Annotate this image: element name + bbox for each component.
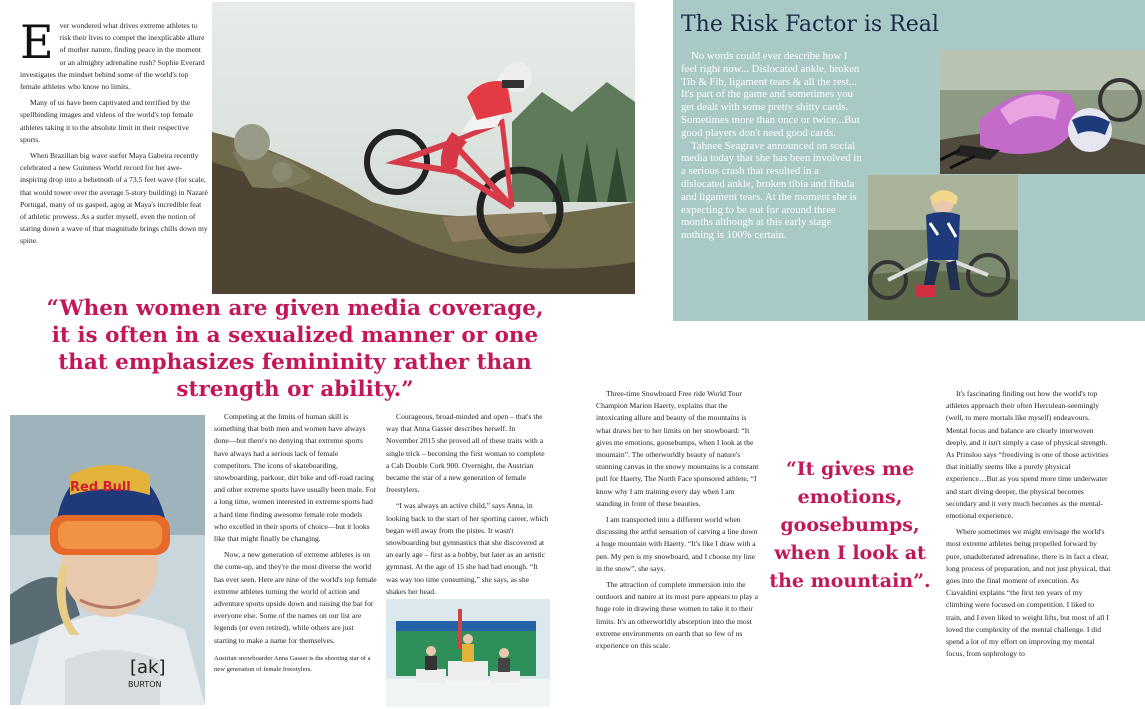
sidebar-quote: No words could ever describe how I feel right now... Dislocated ankle, broken Tib & Fib, ligament tears & all the rest... It's part of the game and sometimes you get dealt with some pretty shitty cards. Sometimes more than once or twice...But good players don't need good cards.	[681, 50, 860, 139]
article-column-a	[214, 411, 377, 675]
body-paragraph: Three-time Snowboard Free ride World Tour Champion Marion Haerty, explains that the intoxicating allure and beauty of the mountains is what draws her to her limits on her snowboard: “It gives me emotions, goosebumps, when I look at the mountain”. The otherworldly beauty of nature's stunning canvas in the snowy mountains is a constant pull for Haerty, The North Face sponsored athlete, “I know why I am training every day when I am standing in front of these beauties.	[596, 389, 759, 508]
body-paragraph: Now, a new generation of extreme athletes is on the come-up, and they're the most diverse the world has ever seen. Here are nine of the world's top female extreme athletes turning the world of action and adventure sports upside down and raising the bar for everyone else. Some of the names on our list are legends (or even retired), while others are just starting to make a name for themselves.	[214, 550, 377, 645]
body-paragraph: It's fascinating finding out how the world's top athletes approach their often Herculean-seemingly (well, to mere mortals like myself) endeavours. Mental focus and balance are clearly interwoven deeply, and it isn't simply a case of physical strength. As Prinsloo says “freediving is one of those activities that initially seems like a purely physical experience…But as you spend more time underwater and start diving deeper, the physical becomes secondary and it very much becomes as the mental-emotional experience.	[946, 389, 1109, 521]
pull-quote: “When women are given media coverage, it is often in a sexualized manner or one that emphasizes femininity rather than strength or ability.”	[46, 296, 544, 402]
article-column-b	[386, 411, 549, 602]
article-column-c	[596, 388, 761, 656]
pull-quote: “It gives me emotions, goosebumps, when I look at the mountain”.	[769, 458, 931, 592]
article-column-d	[946, 388, 1111, 664]
body-paragraph: I am transported into a different world when discussing the artful sensation of carving a line down a huge mountain with Haerty. “It's like I draw with a pen. My pen is my snowboard, and I choose my line in the snow”, she says.	[596, 515, 758, 573]
intro-paragraph: When Brazilian big wave surfer Maya Gabeira recently celebrated a new Guinness World record for her awe-inspiring drop into a behemoth of a 73.5 feet wave (for scale, that would tower over the average 5-story building) in Nazaré Portugal, many of us gasped, agog at Maya's incredible feat of athletic prowess. As a surfer myself, even the notion of staring down a wave of that magnitude brings chills down my spine.	[20, 151, 208, 246]
body-paragraph: The attraction of complete immersion into the outdoors and nature at its most pure appears to play a huge role in drawing these women to take it to their limits. It's an otherworldly absorption into the most extreme environments on earth that so few of us experience on this scale.	[596, 580, 758, 651]
intro-paragraph: Many of us have been captivated and terrified by the spellbinding images and videos of the world's top female athletes taking it to the absolute limit in their respective sports.	[20, 98, 194, 144]
body-paragraph: Courageous, broad-minded and open – that's the way that Anna Gasser describes herself. In November 2015 she proved all of these traits with a single trick – becoming the first woman to complete a Cab Double Cork 900. Overnight, the Austrian became the star of a new generation of female freestylers.	[386, 412, 545, 495]
crash-photo	[940, 50, 1145, 174]
svg-text:BURTON: BURTON	[128, 680, 162, 689]
sidebar-text	[681, 50, 863, 242]
podium-photo	[386, 599, 550, 707]
svg-text:[ak]: [ak]	[130, 657, 166, 678]
body-paragraph: Competing at the limits of human skill is something that both men and women have always done—but there's no denying that extreme sports have always had a serious lack of female competitors. The icons of skateboarding, snowboarding, parkour, dirt bike and off-road racing and other extreme sports have usually been male. For a long time, women interested in extreme sports had a hard time finding awesome female role models who excelled in their sports of choice—but it looks like that might finally be changing.	[214, 412, 377, 544]
mountain-bike-photo	[212, 2, 635, 294]
drop-cap: E	[20, 15, 54, 69]
injured-rider-photo	[868, 175, 1018, 320]
sidebar-body: Tahnee Seagrave announced on social media today that she has been involved in a serious crash that resulted in a dislocated ankle, broken tibia and fibula and ligament tears. At the moment she is expecting to be out for around three months although at this early stage nothing is 100% certain.	[681, 139, 862, 242]
photo-caption: Austrian snowboarder Anna Gasser is the shooting star of a new generation of female freestylers.	[214, 654, 371, 673]
svg-text:Red Bull: Red Bull	[70, 480, 131, 495]
body-paragraph: “I was always an active child,” says Anna, in looking back to the start of her sporting career, which began well away from the pistes. It wasn't snowboarding but gymnastics that she discovered at an early age – first as a hobby, but later as an artistic gymnast. At the age of 15 she had had enough. “It was way too time consuming,” she says, as she shakes her head.	[386, 501, 549, 596]
body-paragraph: Where sometimes we might envisage the world's most extreme athletes being propelled forward by pure, unadulterated adrenaline, there is in fact a clear, long process of preparation, and not just physical, that goes into the final moment of execution. As Ciavaldini explains “the first ten years of my climbing were focused on competition. I liked to train, and I even liked to weight lifts, but most of all I loved the complexity of the mental challenge. I did spend a lot of my effort on improving my mental focus, from sophrology to	[946, 527, 1111, 659]
anna-gasser-portrait	[10, 415, 205, 705]
intro-lead: ver wondered what drives extreme athletes to risk their lives to compet the inexplicable allure of mother nature, finding peace in the moment or an almighty adrenaline rush? Sophie Everard investigates the mindset behind some of the world's top female athletes who know no limits.	[20, 21, 205, 92]
intro-column	[20, 15, 208, 252]
sidebar-title: The Risk Factor is Real	[681, 12, 939, 37]
